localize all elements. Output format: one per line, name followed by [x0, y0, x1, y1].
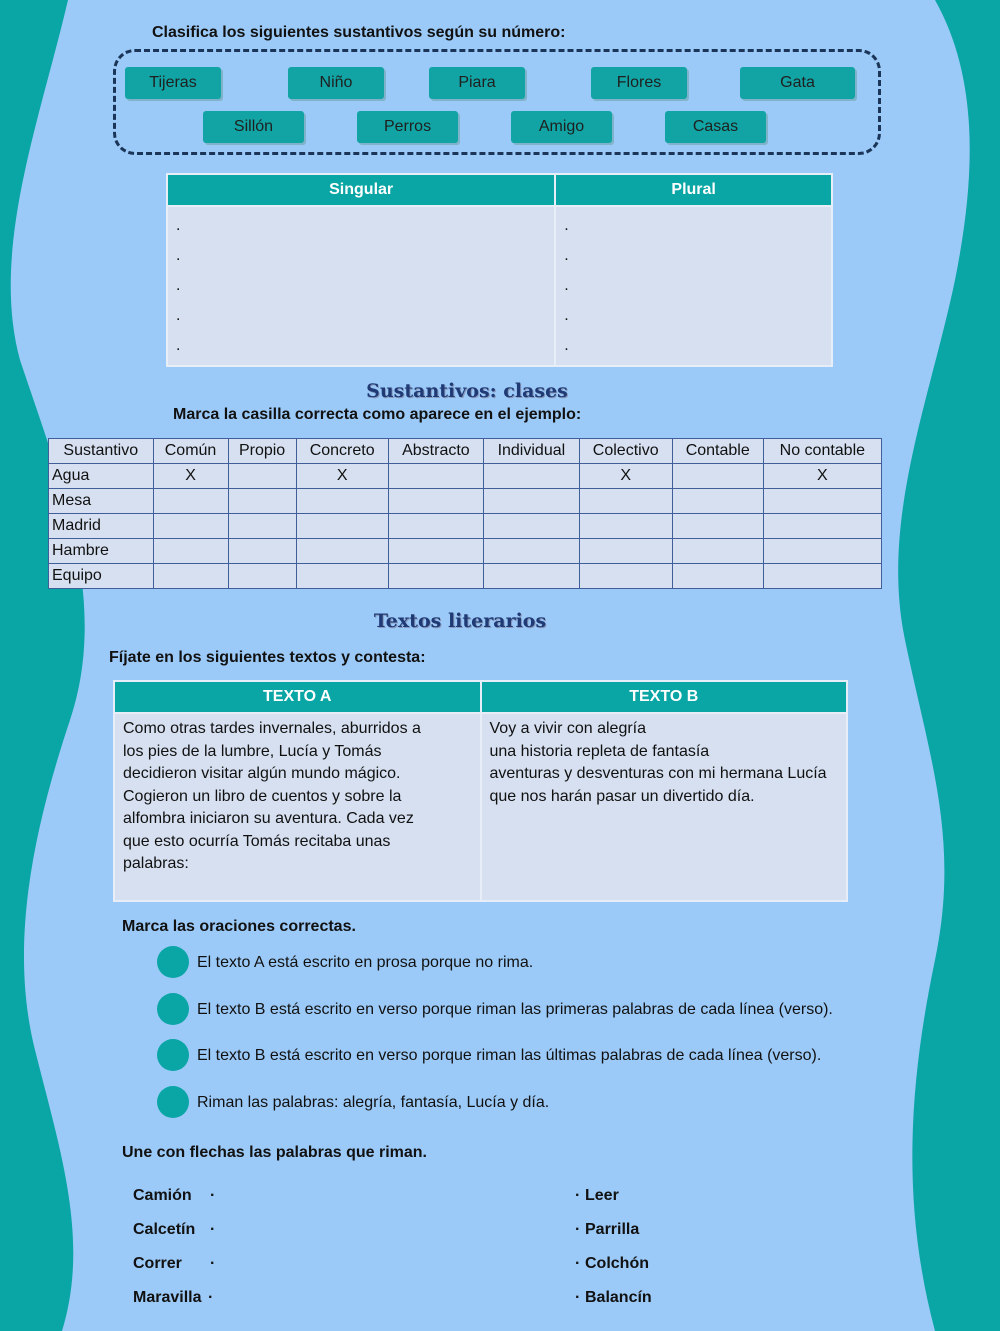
- checkbox-cell[interactable]: [153, 564, 228, 589]
- checkbox-cell[interactable]: [763, 564, 881, 589]
- checkbox-cell[interactable]: [228, 514, 296, 539]
- right-word: Leer: [585, 1187, 619, 1204]
- noun-cell: Agua: [49, 464, 154, 489]
- checkbox-cell[interactable]: [153, 489, 228, 514]
- checkbox-cell[interactable]: [579, 489, 672, 514]
- right-connector-dot[interactable]: ·: [575, 1289, 581, 1306]
- checkbox-cell[interactable]: [296, 489, 388, 514]
- texto-b-body: [481, 713, 848, 901]
- right-word: Balancín: [585, 1289, 652, 1306]
- table-row: [49, 539, 882, 564]
- checkbox-cell[interactable]: [484, 564, 579, 589]
- section-title-textos: Textos literarios: [373, 610, 547, 632]
- texto-b-line: que nos harán pasar un divertido día.: [489, 787, 755, 805]
- right-connector-dot[interactable]: ·: [575, 1255, 581, 1272]
- right-word: Colchón: [585, 1255, 649, 1272]
- word-chip-piara[interactable]: Piara: [429, 67, 525, 99]
- checkbox-cell[interactable]: [672, 564, 763, 589]
- singular-slot: .: [176, 247, 181, 264]
- table-row: [49, 464, 882, 489]
- checkbox-cell[interactable]: [153, 514, 228, 539]
- classes-header-cell: Propio: [228, 439, 296, 464]
- classes-header-cell: Contable: [672, 439, 763, 464]
- noun-cell: Hambre: [49, 539, 154, 564]
- riman-instruction: Une con flechas las palabras que riman.: [122, 1144, 427, 1161]
- checkbox-cell[interactable]: [228, 464, 296, 489]
- oraciones-instruction: Marca las oraciones correctas.: [122, 918, 356, 935]
- plural-slot: .: [564, 247, 569, 264]
- classes-header-cell: Individual: [484, 439, 579, 464]
- left-word: Maravilla: [133, 1289, 202, 1306]
- classes-header-cell: Común: [153, 439, 228, 464]
- singular-header: Singular: [167, 174, 555, 206]
- texto-a-line: palabras:: [123, 855, 189, 872]
- table-row: [49, 514, 882, 539]
- texto-b-line: una historia repleta de fantasía: [489, 742, 710, 760]
- right-connector-dot[interactable]: ·: [575, 1187, 581, 1204]
- option-radio[interactable]: [157, 946, 189, 978]
- checkbox-cell[interactable]: [388, 489, 483, 514]
- word-chip-nino[interactable]: Niño: [288, 67, 384, 99]
- checkbox-cell[interactable]: [296, 539, 388, 564]
- singular-slot: .: [176, 307, 181, 324]
- noun-cell: Mesa: [49, 489, 154, 514]
- option-radio[interactable]: [157, 993, 189, 1025]
- option-label: El texto B está escrito en verso porque riman las primeras palabras de cada línea (verso).: [197, 1001, 833, 1018]
- checkbox-cell[interactable]: [672, 489, 763, 514]
- texto-a-body: [114, 713, 481, 901]
- left-word: Calcetín: [133, 1221, 196, 1238]
- texts-table: [113, 680, 848, 902]
- checkbox-cell[interactable]: [388, 514, 483, 539]
- checkbox-cell[interactable]: [388, 464, 483, 489]
- checkbox-cell[interactable]: X: [296, 464, 388, 489]
- checkbox-cell[interactable]: [484, 464, 579, 489]
- plural-slot: .: [564, 337, 569, 354]
- singular-slot: .: [176, 337, 181, 354]
- noun-classes-table: [48, 438, 882, 589]
- option-radio[interactable]: [157, 1039, 189, 1071]
- texto-a-line: los pies de la lumbre, Lucía y Tomás: [123, 742, 382, 760]
- option-label: Riman las palabras: alegría, fantasía, Lucía y día.: [197, 1094, 550, 1111]
- table-row: [49, 564, 882, 589]
- checkbox-cell[interactable]: [153, 539, 228, 564]
- checkbox-cell[interactable]: [296, 514, 388, 539]
- option-label: El texto B está escrito en verso porque riman las últimas palabras de cada línea (verso).: [197, 1047, 822, 1064]
- right-word: Parrilla: [585, 1221, 640, 1238]
- classify-instruction: Clasifica los siguientes sustantivos según su número:: [152, 24, 566, 41]
- left-connector-dot[interactable]: ·: [210, 1221, 216, 1238]
- classes-header-cell: No contable: [763, 439, 881, 464]
- noun-cell: Equipo: [49, 564, 154, 589]
- texto-b-header: TEXTO B: [481, 681, 848, 713]
- checkbox-cell[interactable]: [484, 514, 579, 539]
- checkbox-cell[interactable]: [484, 489, 579, 514]
- word-chip-casas[interactable]: Casas: [665, 111, 766, 143]
- textos-instruction: Fíjate en los siguientes textos y contesta:: [109, 649, 426, 666]
- left-connector-dot[interactable]: ·: [210, 1187, 216, 1204]
- word-chip-gata[interactable]: Gata: [740, 67, 855, 99]
- plural-header: Plural: [555, 174, 832, 206]
- texto-a-header: TEXTO A: [114, 681, 481, 713]
- option-label: El texto A está escrito en prosa porque no rima.: [197, 954, 534, 971]
- checkbox-cell[interactable]: [579, 564, 672, 589]
- classes-header-cell: Concreto: [296, 439, 388, 464]
- section-title-clases: Sustantivos: clases: [366, 380, 568, 402]
- checkbox-cell[interactable]: X: [763, 464, 881, 489]
- checkbox-cell[interactable]: [296, 564, 388, 589]
- checkbox-cell[interactable]: [388, 564, 483, 589]
- checkbox-cell[interactable]: X: [153, 464, 228, 489]
- texto-a-line: decidieron visitar algún mundo mágico.: [123, 765, 401, 782]
- singular-plural-table: [166, 173, 833, 367]
- singular-slot: .: [176, 277, 181, 294]
- checkbox-cell[interactable]: [763, 489, 881, 514]
- checkbox-cell[interactable]: [388, 539, 483, 564]
- word-chip-perros[interactable]: Perros: [357, 111, 458, 143]
- texto-b-line: Voy a vivir con alegría: [489, 720, 647, 737]
- checkbox-cell[interactable]: [228, 489, 296, 514]
- classes-header-cell: Abstracto: [388, 439, 483, 464]
- checkbox-cell[interactable]: [484, 539, 579, 564]
- word-chip-amigo[interactable]: Amigo: [511, 111, 612, 143]
- checkbox-cell[interactable]: X: [579, 464, 672, 489]
- word-chip-flores[interactable]: Flores: [591, 67, 687, 99]
- singular-slot: .: [176, 217, 181, 234]
- plural-slot: .: [564, 217, 569, 234]
- texto-a-line: Cogieron un libro de cuentos y sobre la: [123, 787, 402, 805]
- texto-b-line: aventuras y desventuras con mi hermana Lucía: [489, 765, 827, 782]
- checkbox-cell[interactable]: [763, 539, 881, 564]
- plural-slot: .: [564, 307, 569, 324]
- checkbox-cell[interactable]: [672, 514, 763, 539]
- texto-a-line: que esto ocurría Tomás recitaba unas: [123, 832, 391, 850]
- checkbox-cell[interactable]: [672, 539, 763, 564]
- checkbox-cell[interactable]: [228, 564, 296, 589]
- checkbox-cell[interactable]: [579, 539, 672, 564]
- classes-header-cell: Sustantivo: [49, 439, 154, 464]
- checkbox-cell[interactable]: [672, 464, 763, 489]
- option-radio[interactable]: [157, 1086, 189, 1118]
- checkbox-cell[interactable]: [228, 539, 296, 564]
- classes-header-cell: Colectivo: [579, 439, 672, 464]
- texto-a-line: alfombra iniciaron su aventura. Cada vez: [123, 810, 414, 827]
- word-chip-tijeras[interactable]: Tijeras: [125, 67, 221, 99]
- noun-cell: Madrid: [49, 514, 154, 539]
- left-word: Correr: [133, 1255, 182, 1272]
- table-row: [49, 489, 882, 514]
- left-connector-dot[interactable]: ·: [208, 1289, 214, 1306]
- plural-drop-zone[interactable]: [555, 206, 832, 366]
- left-word: Camión: [133, 1187, 192, 1204]
- plural-slot: .: [564, 277, 569, 294]
- word-chip-sillon[interactable]: Sillón: [203, 111, 304, 143]
- singular-drop-zone[interactable]: [167, 206, 555, 366]
- left-connector-dot[interactable]: ·: [210, 1255, 216, 1272]
- right-connector-dot[interactable]: ·: [575, 1221, 581, 1238]
- texto-a-line: Como otras tardes invernales, aburridos a: [123, 720, 421, 737]
- clases-instruction: Marca la casilla correcta como aparece en el ejemplo:: [173, 406, 582, 423]
- checkbox-cell[interactable]: [763, 514, 881, 539]
- checkbox-cell[interactable]: [579, 514, 672, 539]
